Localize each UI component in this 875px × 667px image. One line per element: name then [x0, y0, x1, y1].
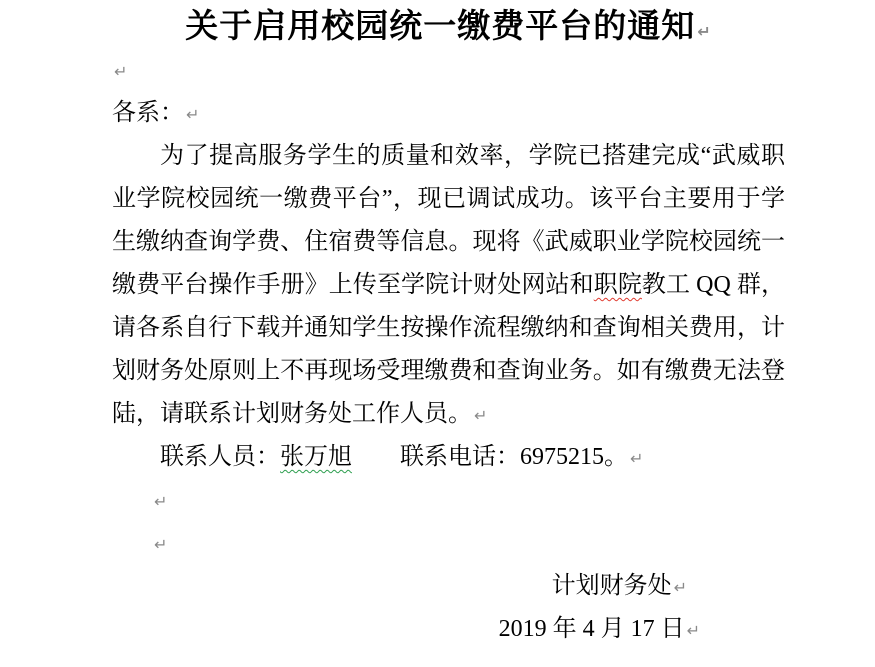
text-segment: 缴费平台操作手册》上传至学院计财处网站和 [112, 272, 594, 298]
text-segment: 张万旭 [280, 444, 352, 470]
salutation-line [112, 92, 785, 135]
text-segment: 陆，请联系计划财务处工作人员。 [112, 401, 472, 427]
empty-paragraph [112, 479, 785, 522]
text-segment: 请各系自行下载并通知学生按操作流程缴纳和查询相关费用，计 [112, 315, 785, 341]
body-line [112, 221, 785, 264]
text-segment: 业学院校园统一缴费平台”，现已调试成功。该平台主要用于学 [112, 186, 785, 212]
text-segment: 为了提高服务学生的质量和效率，学院已搭建完成“武威职 [160, 143, 785, 169]
salutation-text: 各系： [112, 100, 184, 126]
body-line [112, 307, 785, 350]
paragraph-mark: ↵ [154, 535, 168, 554]
paragraph-mark: ↵ [114, 62, 128, 81]
body-line [112, 350, 785, 393]
empty-paragraph [112, 49, 785, 92]
text-segment: 划财务处原则上不再现场受理缴费和查询业务。如有缴费无法登 [112, 358, 785, 384]
document-body [112, 49, 785, 651]
paragraph-mark: ↵ [686, 621, 700, 640]
paragraph-mark: ↵ [186, 105, 200, 124]
text-segment: 联系人员： [160, 444, 280, 470]
document-title-text: 关于启用校园统一缴费平台的通知 [185, 9, 696, 45]
date-line [112, 608, 785, 651]
text-segment: 生缴纳查询学费、住宿费等信息。现将《武威职业学院校园统一 [112, 229, 785, 255]
paragraph-mark: ↵ [697, 22, 712, 41]
signature-line [112, 565, 785, 608]
body-line [112, 393, 785, 436]
contact-line [112, 436, 785, 479]
body-line [112, 135, 785, 178]
document-title [112, 5, 785, 49]
paragraph-mark: ↵ [474, 406, 488, 425]
signature-text: 计划财务处 [551, 573, 672, 599]
paragraph-mark: ↵ [673, 578, 687, 597]
text-segment: 联系电话：6975215。 [352, 444, 628, 470]
paragraph-mark: ↵ [630, 449, 644, 468]
text-segment: 职院 [593, 272, 642, 298]
body-line [112, 264, 785, 307]
text-segment: 教工 QQ 群， [641, 272, 786, 298]
body-line [112, 178, 785, 221]
date-text: 2019 年 4 月 17 日 [498, 616, 685, 642]
empty-paragraph [112, 522, 785, 565]
main-paragraph [112, 135, 785, 436]
paragraph-mark: ↵ [154, 492, 168, 511]
